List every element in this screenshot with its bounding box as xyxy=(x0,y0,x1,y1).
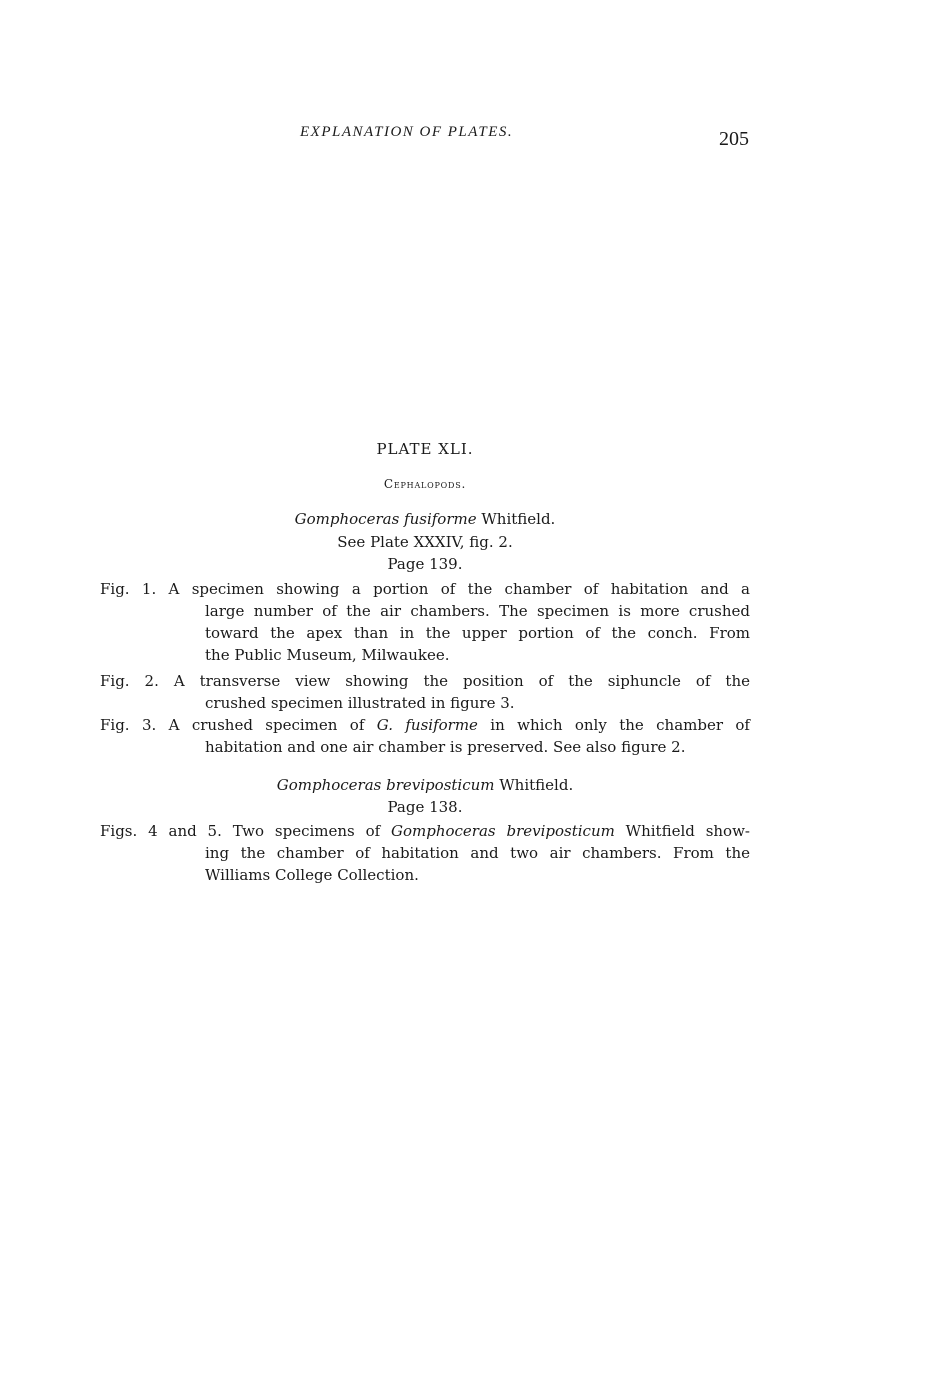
caption-line: crushed specimen illustrated in figure 3. xyxy=(205,694,515,712)
species-heading-fusiforme xyxy=(100,510,750,528)
caption-line: Fig. 1. A specimen showing a portion of the chamber of habitation and a xyxy=(100,580,750,598)
caption-species: Gomphoceras breviposticum xyxy=(391,822,615,840)
caption-text: Figs. 4 and 5. Two specimens of xyxy=(100,822,391,840)
figure-1-caption xyxy=(100,578,750,666)
caption-text: in which only the chamber of xyxy=(477,716,750,734)
see-plate-reference: See Plate XXXIV, fig. 2. xyxy=(337,533,513,551)
caption-text: Whitfield show- xyxy=(614,822,750,840)
figure-3-caption xyxy=(100,714,750,758)
caption-line: large number of the air chambers. The specimen is more crushed xyxy=(205,602,750,620)
species-name: Gomphoceras breviposticum xyxy=(276,776,495,794)
caption-line: Williams College Collection. xyxy=(205,866,419,884)
species-author: Whitfield. xyxy=(494,776,574,794)
caption-line: Fig. 2. A transverse view showing the position of the siphuncle of the xyxy=(100,672,750,690)
figure-2-caption xyxy=(100,670,750,714)
species-author: Whitfield. xyxy=(476,510,556,528)
species-heading-breviposticum xyxy=(100,776,750,794)
plate-title: PLATE XLI. xyxy=(376,440,474,458)
species-name: Gomphoceras fusiforme xyxy=(294,510,477,528)
page-reference: Page 139. xyxy=(387,555,463,573)
running-title: EXPLANATION OF PLATES. xyxy=(300,124,514,140)
caption-line: the Public Museum, Milwaukee. xyxy=(205,646,450,664)
page-reference: Page 138. xyxy=(387,798,463,816)
caption-species: G. fusiforme xyxy=(376,716,478,734)
caption-text: Fig. 3. A crushed specimen of xyxy=(100,716,377,734)
plate-subtitle: Cephalopods. xyxy=(383,477,467,491)
caption-line xyxy=(100,714,750,736)
page-number: 205 xyxy=(719,128,749,150)
caption-line: toward the apex than in the upper portion of the conch. From xyxy=(205,624,750,642)
caption-line: ing the chamber of habitation and two air chambers. From the xyxy=(205,844,750,862)
caption-line xyxy=(100,820,750,842)
figures-4-5-caption xyxy=(100,820,750,886)
caption-line: habitation and one air chamber is preserved. See also figure 2. xyxy=(205,738,686,756)
